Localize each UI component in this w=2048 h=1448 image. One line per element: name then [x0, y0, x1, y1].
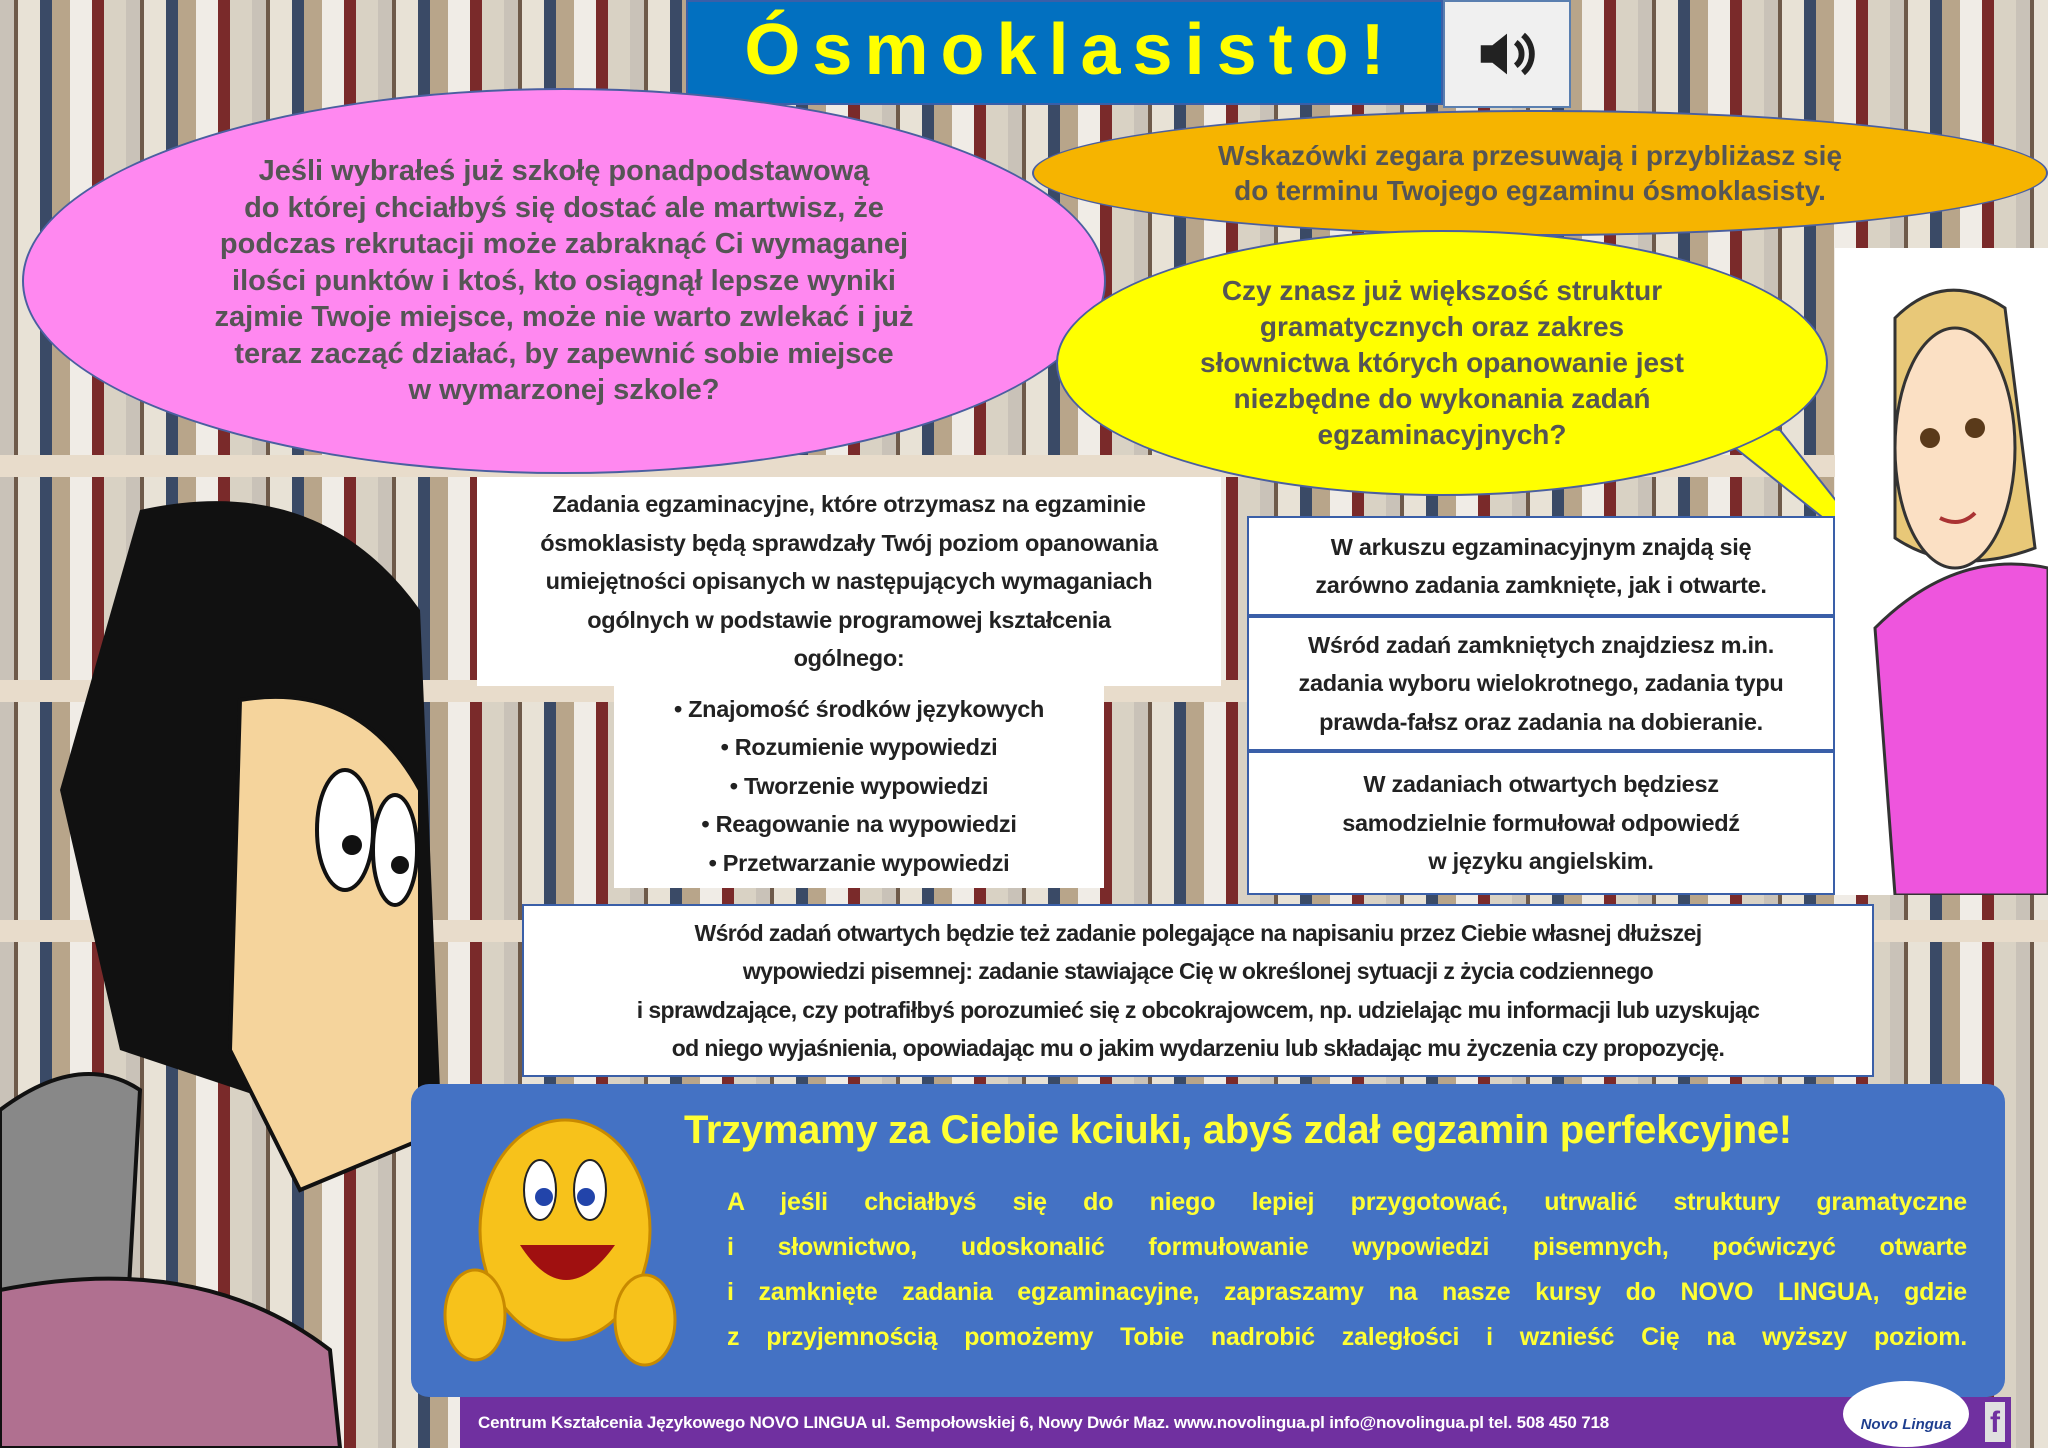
orange-speech-bubble — [1032, 110, 2048, 236]
text-line: i zamknięte zadania egzaminacyjne, zapraszamy na nasze kursy do NOVO LINGUA, gdzie — [727, 1278, 1967, 1306]
bubble-line: Czy znasz już większość struktur — [1221, 275, 1663, 306]
thumbs-up-smiley-icon — [440, 1105, 680, 1385]
bubble-line: słownictwa których opanowanie jest — [1200, 347, 1684, 378]
bubble-line: ilości punktów i ktoś, kto osiągnął lepsze wyniki — [232, 264, 896, 297]
speaker-volume-icon — [1472, 19, 1542, 89]
text-line: wypowiedzi pisemnej: zadanie stawiające Cię w określonej sytuacji z życia codziennego — [742, 958, 1654, 984]
yellow-speech-bubble — [1056, 230, 1828, 496]
text-line: zarówno zadania zamknięte, jak i otwarte. — [1315, 572, 1767, 598]
contact-footer: Centrum Kształcenia Językowego NOVO LINGUA ul. Sempołowskiej 6, Nowy Dwór Maz. www.novolingua.pl info@novolingua.pl tel. 508 450 718 — [460, 1397, 1840, 1448]
bubble-line: niezbędne do wykonania zadań — [1233, 383, 1651, 414]
list-item: • Znajomość środków językowych — [673, 695, 1045, 722]
bubble-line: podczas rekrutacji może zabraknąć Ci wymaganej — [219, 228, 909, 261]
text-line: w języku angielskim. — [1428, 848, 1654, 875]
list-item: • Rozumienie wypowiedzi — [720, 734, 998, 761]
text-line: W zadaniach otwartych będziesz — [1363, 771, 1719, 798]
bubble-line: w wymarzonej szkole? — [408, 374, 720, 407]
cartoon-girl-illustration — [1835, 248, 2048, 895]
bubble-line: zajmie Twoje miejsce, może nie warto zwlekać i już — [214, 301, 914, 334]
text-line: Wśród zadań zamkniętych znajdziesz m.in. — [1308, 631, 1774, 658]
info-box-open-tasks — [1247, 751, 1835, 895]
list-item: • Przetwarzanie wypowiedzi — [708, 849, 1010, 876]
info-box-closed-tasks — [1247, 616, 1835, 751]
text-line: z przyjemnością pomożemy Tobie nadrobić zaległości i wznieść Cię na wyższy poziom. — [727, 1323, 1967, 1351]
pink-speech-bubble — [22, 88, 1106, 474]
promo-headline: Trzymamy za Ciebie kciuki, abyś zdał egzamin perfekcyjne! — [684, 1108, 1792, 1152]
text-line: samodzielnie formułował odpowiedź — [1342, 809, 1740, 836]
text-line: ósmoklasisty będą sprawdzały Twój poziom opanowania — [540, 529, 1158, 556]
requirements-list — [614, 684, 1104, 888]
bubble-line: teraz zacząć działać, by zapewnić sobie miejsce — [234, 337, 894, 370]
bubble-line: do terminu Twojego egzaminu ósmoklasisty. — [1234, 175, 1826, 206]
text-line: zadania wyboru wielokrotnego, zadania typu — [1298, 670, 1784, 697]
promo-body — [727, 1180, 1967, 1360]
text-line: ogólnych w podstawie programowej kształcenia — [587, 606, 1111, 633]
text-line: W arkuszu egzaminacyjnym znajdą się — [1330, 533, 1752, 560]
page-title: Ósmoklasisto! — [686, 0, 1443, 105]
cartoon-student-illustration — [0, 490, 470, 1448]
facebook-icon[interactable]: f — [1985, 1402, 2005, 1442]
text-line: od niego wyjaśnienia, opowiadając mu o jakim wydarzeniu lub składając mu życzenia czy propozycję. — [671, 1035, 1725, 1061]
text-line: ogólnego: — [793, 645, 905, 672]
text-line: i sprawdzające, czy potrafiłbyś porozumieć się z obcokrajowcem, np. udzielając mu informacji lub uzyskując — [636, 996, 1760, 1023]
bubble-line: gramatycznych oraz zakres — [1259, 311, 1625, 342]
novo-lingua-logo: Novo Lingua — [1843, 1381, 1969, 1447]
text-line: Wśród zadań otwartych będzie też zadanie polegające na napisaniu przez Ciebie własnej dłuższej — [694, 919, 1702, 946]
bubble-line: egzaminacyjnych? — [1317, 419, 1567, 450]
list-item: • Tworzenie wypowiedzi — [729, 772, 989, 799]
essay-task-box — [522, 904, 1874, 1077]
bubble-line: Wskazówki zegara przesuwają i przybliżasz się — [1217, 140, 1843, 171]
bubble-line: Jeśli wybrałeś już szkołę ponadpodstawową — [258, 155, 870, 188]
requirements-intro-box — [477, 477, 1221, 686]
list-item: • Reagowanie na wypowiedzi — [701, 811, 1017, 838]
info-box-task-types — [1247, 516, 1835, 616]
bubble-line: do której chciałbyś się dostać ale martwisz, że — [244, 191, 884, 224]
text-line: i słownictwo, udoskonalić formułowanie wypowiedzi pisemnych, poćwiczyć otwarte — [727, 1233, 1967, 1261]
text-line: prawda-fałsz oraz zadania na dobieranie. — [1319, 708, 1763, 735]
speaker-button[interactable] — [1443, 0, 1571, 108]
text-line: umiejętności opisanych w następujących wymaganiach — [545, 568, 1153, 595]
text-line: Zadania egzaminacyjne, które otrzymasz na egzaminie — [552, 491, 1146, 518]
text-line: A jeśli chciałbyś się do niego lepiej przygotować, utrwalić struktury gramatyczne — [727, 1188, 1967, 1216]
